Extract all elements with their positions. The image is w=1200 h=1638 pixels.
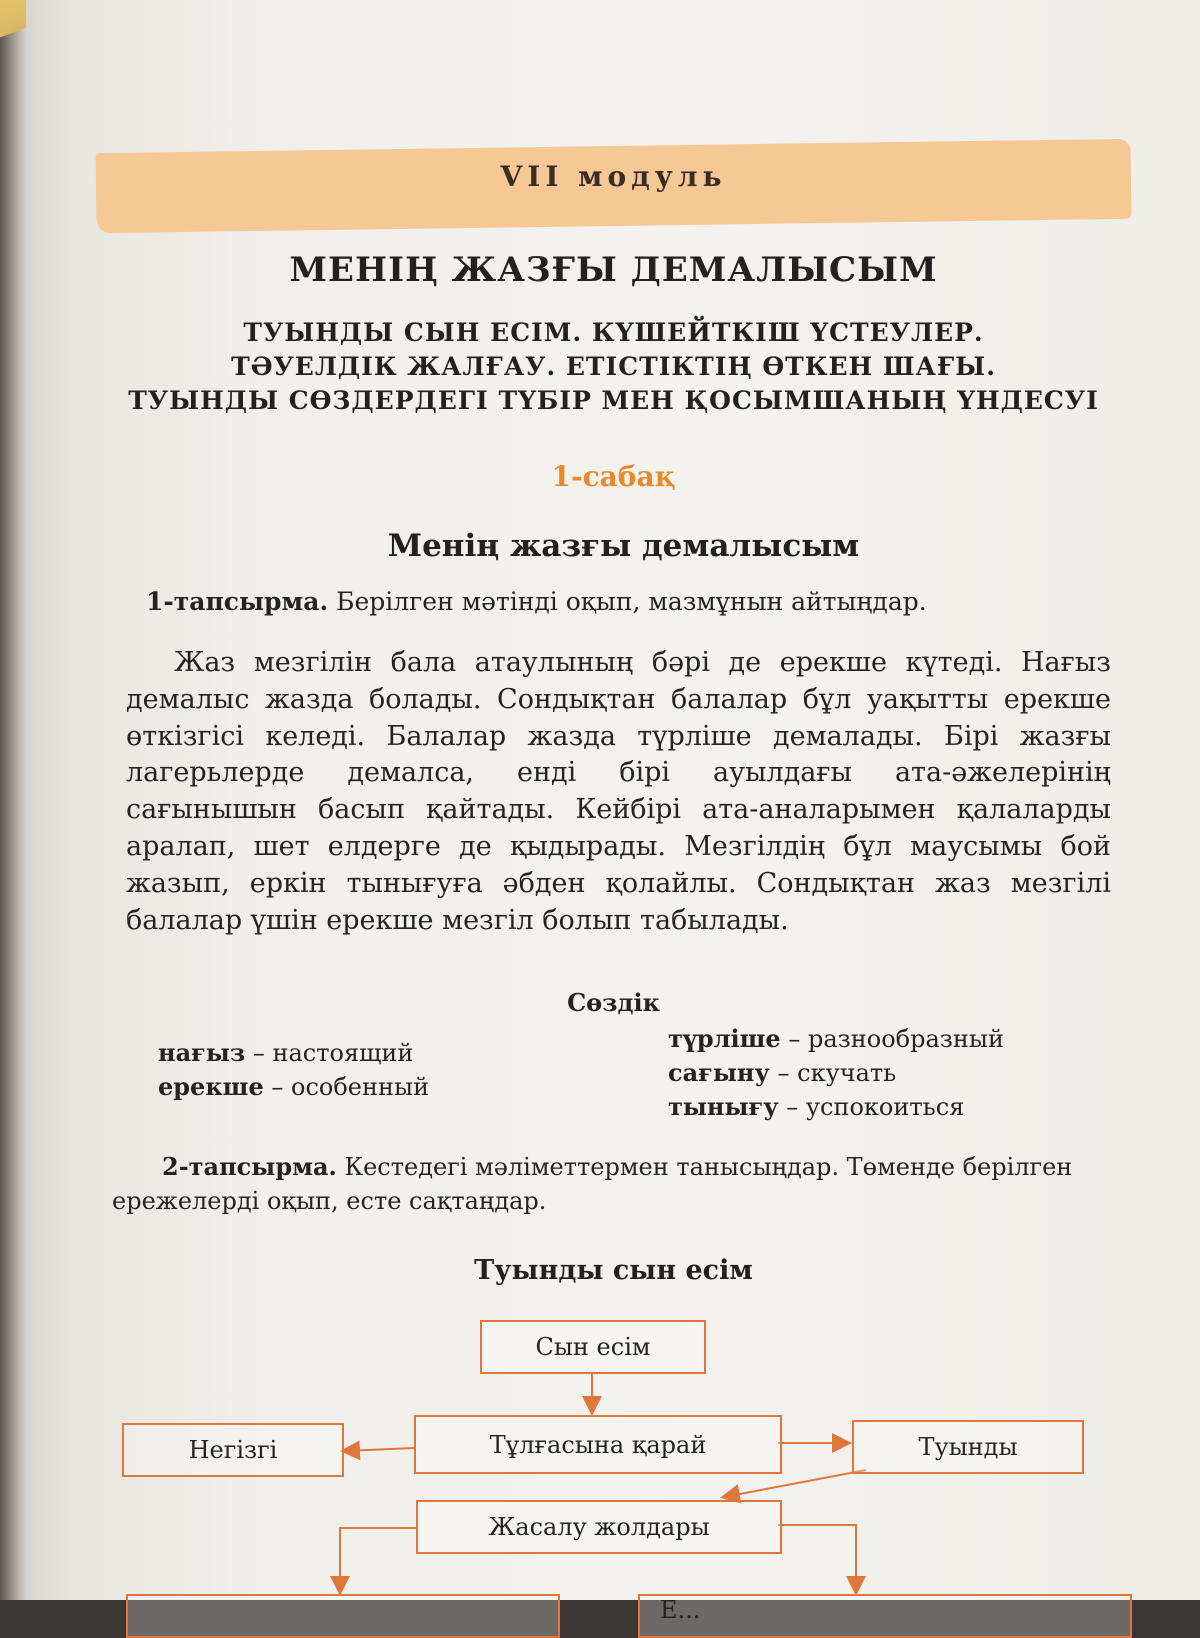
textbook-page [26, 0, 1200, 1624]
reading-paragraph: Жаз мезгілін бала атаулының бәрі де ерекше күтеді. Нағыз демалыс жазда болады. Сондықтан балалар бұл уақытты ерекше өткізгісі келеді. Балалар жазда түрліше демалады. Бірі жазғы лагерьлерде демалса, енді бірі ауылдағы ата-әжелерінің сағынышын басып қайтады. Кейбірі ата-аналарымен қалаларды аралап, шет елдерге де қыдырады. Мезгілдің бұл маусымы бой жазып, еркін тынығуға әбден қолайлы. Сондықтан жаз мезгілі балалар үшін ерекше мезгіл болып табылады. [126, 647, 1111, 936]
dictionary-word: сағыну [668, 1058, 770, 1087]
dictionary-translation: успокоиться [805, 1093, 965, 1121]
task-1-text: Берілген мәтінді оқып, мазмұнын айтыңдар. [336, 587, 927, 616]
dictionary-dash: – [252, 1039, 265, 1067]
arrow-methods-left [340, 1528, 416, 1592]
arrow-methods-right [778, 1525, 856, 1592]
diagram-box-right: Туынды [852, 1420, 1084, 1474]
dictionary-translation: особенный [291, 1073, 430, 1101]
subtitle-line-2: ТӘУЕЛДІК ЖАЛҒАУ. ЕТІСТІКТІҢ ӨТКЕН ШАҒЫ. [231, 352, 996, 381]
task-1-label: 1-тапсырма. [146, 587, 329, 616]
book-spine [0, 0, 26, 1600]
diagram-box-bottom-left [126, 1594, 560, 1638]
dictionary-translation: настоящий [272, 1039, 414, 1067]
diagram-title: Туынды сын есім [474, 1255, 753, 1286]
dictionary-title: Сөздік [567, 988, 660, 1017]
dictionary-word: нағыз [158, 1038, 246, 1067]
lesson-number: 1-сабақ [551, 460, 676, 493]
dictionary-translation: скучать [797, 1059, 897, 1087]
chapter-title: МЕНІҢ ЖАЗҒЫ ДЕМАЛЫСЫМ [289, 250, 938, 290]
dictionary-word: ерекше [158, 1072, 264, 1101]
subtitle-line-3: ТУЫНДЫ СӨЗДЕРДЕГІ ТҮБІР МЕН ҚОСЫМШАНЫҢ ҮНДЕСУІ [128, 386, 1099, 415]
dictionary-dash: – [788, 1025, 801, 1053]
module-label: VII модуль [500, 160, 727, 193]
dictionary-translation: разнообразный [807, 1025, 1004, 1053]
dictionary-word: тынығу [668, 1092, 779, 1121]
diagram-box-bottom-right: Е... [638, 1594, 1132, 1638]
subtitle-line-1: ТУЫНДЫ СЫН ЕСІМ. КҮШЕЙТКІШ ҮСТЕУЛЕР. [243, 318, 984, 347]
dictionary-dash: – [786, 1093, 799, 1121]
dictionary-dash: – [777, 1059, 790, 1087]
dictionary-dash: – [271, 1073, 284, 1101]
diagram-box-left: Негізгі [122, 1423, 344, 1477]
task-2-text: Кестедегі мәліметтермен танысыңдар. Төменде берілген ережелерді оқып, есте сақтаңдар. [112, 1153, 1073, 1215]
diagram-box-root: Сын есім [480, 1320, 706, 1374]
task-2-label: 2-тапсырма. [162, 1152, 337, 1181]
dictionary-word: түрліше [668, 1024, 781, 1053]
diagram-box-middle: Тұлғасына қарай [414, 1415, 782, 1474]
arrow-right-to-methods [724, 1470, 866, 1497]
diagram-box-methods: Жасалу жолдары [416, 1500, 782, 1554]
arrow-middle-to-left [344, 1448, 414, 1451]
lesson-title: Менің жазғы демалысым [387, 528, 860, 564]
